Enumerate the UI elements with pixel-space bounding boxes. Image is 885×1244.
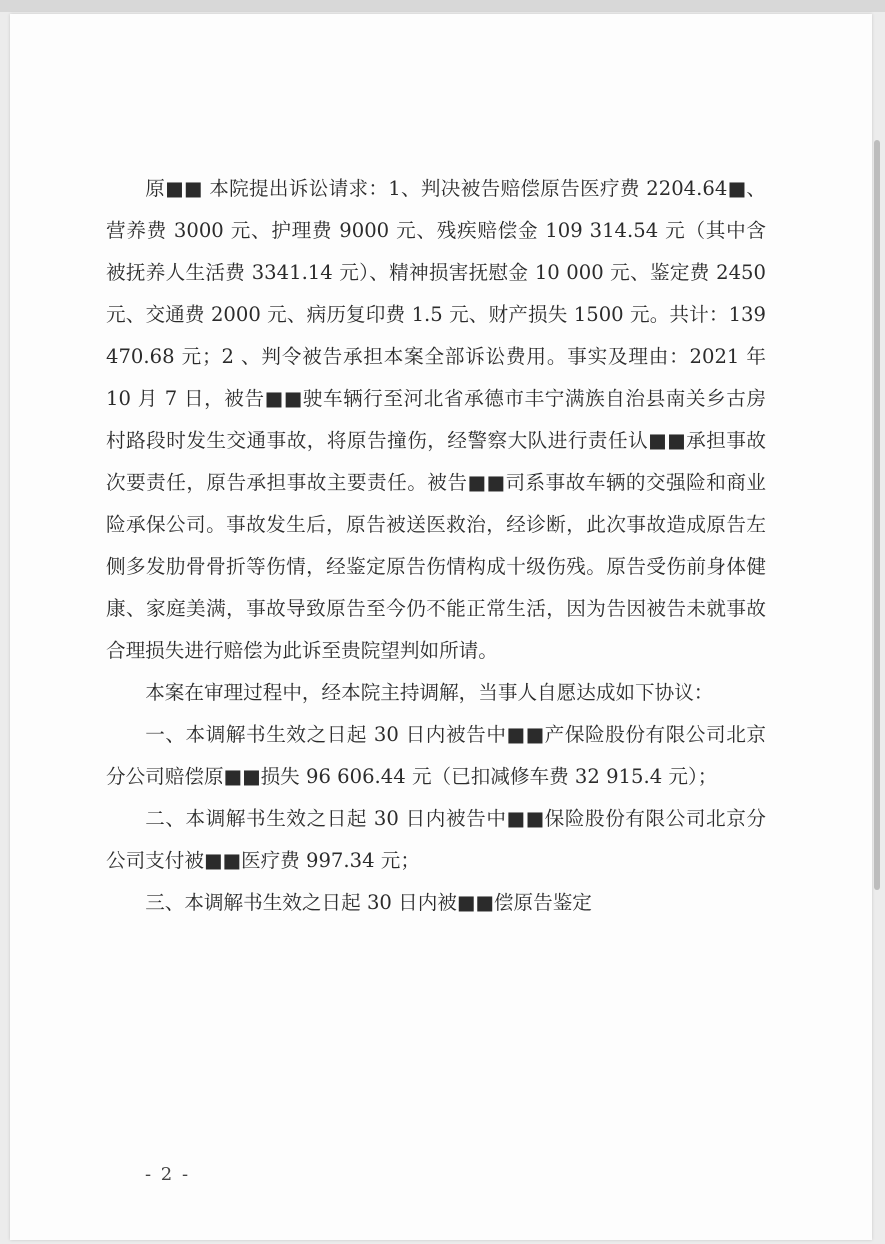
viewer-top-bar	[0, 0, 885, 12]
agreement-item-1: 一、本调解书生效之日起 30 日内被告中■■产保险股份有限公司北京分公司赔偿原■■损失 96 606.44 元（已扣减修车费 32 915.4 元）；	[106, 723, 766, 788]
claims-paragraph: 原■■ 本院提出诉讼请求：1、判决被告赔偿原告医疗费 2204.64■、营养费 3000 元、护理费 9000 元、残疾赔偿金 109 314.54 元（其中含被抚养人生活费 3341.14 元）、精神损害抚慰金 10 000 元、鉴定费 2450 元、交通费 2000 元、病历复印费 1.5 元、财产损失 1500 元。共计：139 470.68 元；2 、判令被告承担本案全部诉讼费用。事实及理由：2021 年 10 月 7 日，被告■■驶车辆行至河北省承德市丰宁满族自治县南关乡古房村路段时发生交通事故，将原告撞伤，经警察大队进行责任认■■承担事故次要责任，原告承担事故主要责任。被告■■司系事故车辆的交强险和商业险承保公司。事故发生后，原告被送医救治，经诊断，此次事故造成原告左侧多发肋骨骨折等伤情，经鉴定原告伤情构成十级伤残。原告受伤前身体健康、家庭美满，事故导致原告至今仍不能正常生活，因为告因被告未就事故合理损失进行赔偿为此诉至贵院望判如所请。	[106, 177, 766, 662]
scrollbar-thumb[interactable]	[874, 140, 880, 890]
scrollbar[interactable]	[873, 0, 883, 1244]
agreement-item-2: 二、本调解书生效之日起 30 日内被告中■■保险股份有限公司北京分公司支付被■■医疗费 997.34 元；	[106, 807, 766, 872]
agreement-item-3: 三、本调解书生效之日起 30 日内被■■偿原告鉴定	[145, 891, 592, 914]
document-body	[106, 168, 766, 924]
mediation-intro-paragraph: 本案在审理过程中，经本院主持调解，当事人自愿达成如下协议：	[145, 681, 714, 704]
page-number: - 2 -	[145, 1164, 191, 1185]
